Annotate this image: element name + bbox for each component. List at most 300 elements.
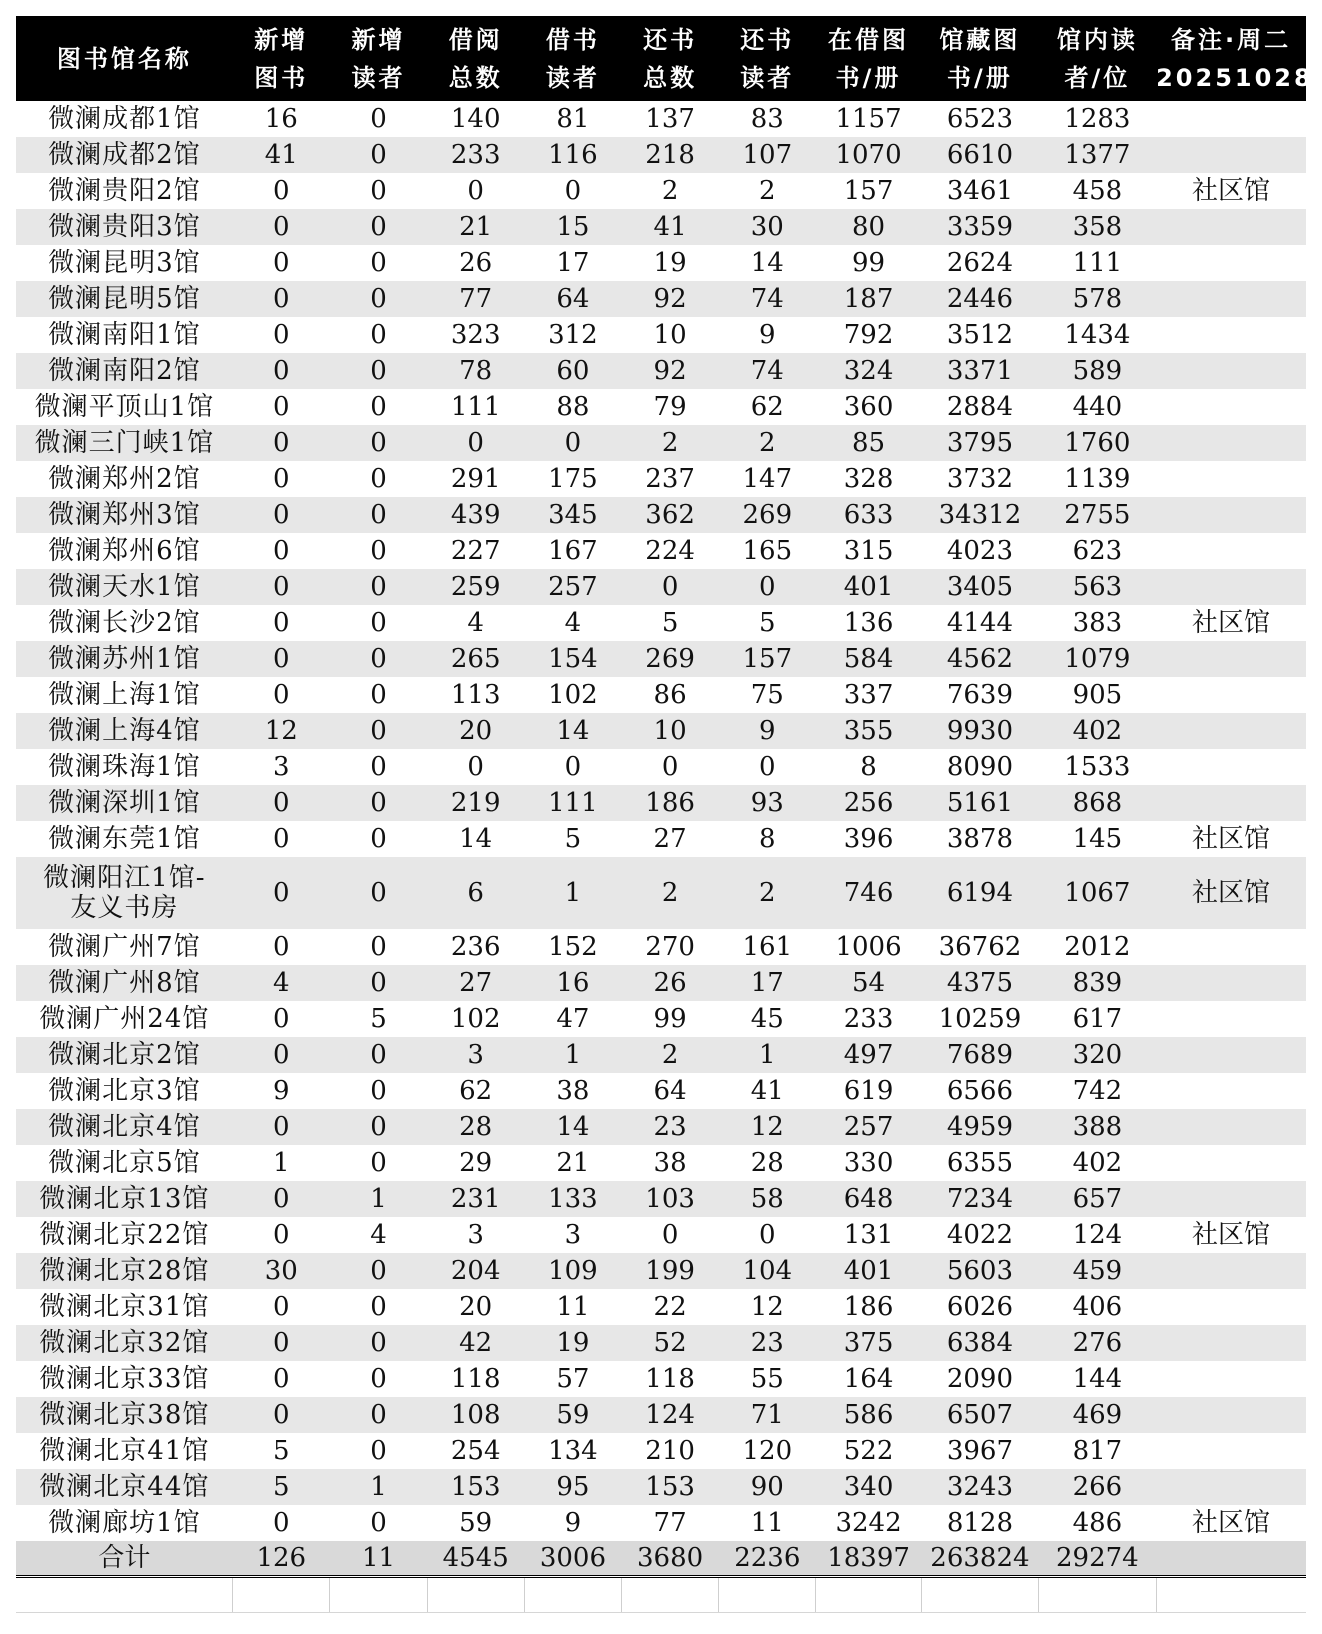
value-cell: 231 (427, 1181, 524, 1217)
value-cell: 0 (330, 965, 427, 1001)
value-cell: 406 (1072, 1292, 1123, 1322)
remark-cell (1156, 281, 1306, 317)
value-cell: 839 (1039, 965, 1156, 1001)
value-cell: 0 (330, 641, 427, 677)
value-cell: 257 (816, 1109, 921, 1145)
value-cell: 0 (330, 353, 427, 389)
value-cell: 5 (233, 1469, 330, 1505)
value-cell: 58 (719, 1181, 816, 1217)
value-cell: 116 (524, 137, 621, 173)
value-cell: 0 (273, 824, 290, 854)
value-cell: 4 (370, 1220, 387, 1250)
total-row (16, 1541, 1306, 1577)
value-cell: 9 (564, 1508, 582, 1538)
table-row (16, 677, 1306, 713)
table-row (16, 533, 1306, 569)
column-header-return-readers: 还书 读者 (719, 16, 816, 101)
value-cell: 36762 (938, 932, 1022, 962)
value-cell: 270 (645, 932, 695, 962)
library-name-cell: 微澜北京33馆 (39, 1364, 210, 1394)
value-cell: 30 (719, 209, 816, 245)
value-cell: 99 (852, 248, 886, 278)
library-name-cell: 微澜廊坊1馆 (48, 1508, 201, 1538)
empty-cell (1039, 1577, 1156, 1613)
value-cell: 86 (653, 680, 687, 710)
value-cell: 102 (548, 680, 598, 710)
value-cell: 81 (556, 104, 590, 134)
value-cell: 0 (273, 1508, 290, 1538)
library-name-cell: 微澜上海1馆 (48, 680, 201, 710)
value-cell: 0 (370, 1148, 387, 1178)
value-cell: 186 (843, 1292, 894, 1322)
value-cell: 0 (233, 353, 330, 389)
value-cell: 3359 (921, 209, 1038, 245)
value-cell: 330 (843, 1148, 894, 1178)
table-row (16, 245, 1306, 281)
remark-cell (1156, 497, 1306, 533)
value-cell: 2 (661, 176, 679, 206)
value-cell: 10259 (938, 1004, 1022, 1034)
value-cell: 2090 (946, 1364, 1014, 1394)
value-cell: 210 (645, 1436, 695, 1466)
table-row (16, 1073, 1306, 1109)
value-cell: 0 (233, 425, 330, 461)
value-cell: 0 (233, 569, 330, 605)
value-cell: 3732 (946, 464, 1014, 494)
library-name-cell: 微澜珠海1馆 (48, 752, 201, 782)
total-value-cell: 18397 (816, 1541, 921, 1577)
library-name-cell: 微澜成都2馆 (16, 137, 233, 173)
value-cell: 2446 (921, 281, 1038, 317)
value-cell: 578 (1039, 281, 1156, 317)
value-cell: 10 (622, 713, 719, 749)
value-cell: 3 (427, 1037, 524, 1073)
table-row (16, 785, 1306, 821)
value-cell: 0 (273, 176, 290, 206)
value-cell: 124 (1072, 1220, 1123, 1250)
value-cell: 0 (330, 785, 427, 821)
value-cell: 134 (548, 1436, 598, 1466)
value-cell: 90 (719, 1469, 816, 1505)
library-name-cell: 微澜北京5馆 (48, 1148, 201, 1178)
value-cell: 323 (450, 320, 501, 350)
column-header-books-on-loan: 在借图 书/册 (816, 16, 921, 101)
value-cell: 7234 (921, 1181, 1038, 1217)
remark-cell (1156, 749, 1306, 785)
value-cell: 0 (370, 824, 387, 854)
value-cell: 11 (750, 1508, 784, 1538)
value-cell: 0 (273, 932, 290, 962)
remark-cell (1156, 1145, 1306, 1181)
value-cell: 38 (653, 1148, 687, 1178)
value-cell: 118 (450, 1364, 501, 1394)
value-cell: 0 (622, 569, 719, 605)
column-header-borrow-readers: 借书 读者 (524, 16, 621, 101)
library-name-cell: 微澜贵阳3馆 (16, 209, 233, 245)
value-cell: 95 (524, 1469, 621, 1505)
table-row (16, 965, 1306, 1001)
value-cell: 12 (719, 1109, 816, 1145)
value-cell: 21 (427, 209, 524, 245)
value-cell: 868 (1039, 785, 1156, 821)
remark-cell: 社区馆 (1192, 1220, 1271, 1250)
value-cell: 6610 (921, 137, 1038, 173)
value-cell: 0 (330, 497, 427, 533)
value-cell: 0 (233, 1325, 330, 1361)
library-name-cell: 微澜昆明5馆 (16, 281, 233, 317)
value-cell: 153 (427, 1469, 524, 1505)
value-cell: 1006 (835, 932, 902, 962)
value-cell: 0 (467, 176, 484, 206)
value-cell: 3243 (921, 1469, 1038, 1505)
value-cell: 14 (459, 824, 493, 854)
value-cell: 0 (661, 1220, 679, 1250)
table-row (16, 353, 1306, 389)
value-cell: 0 (273, 320, 290, 350)
value-cell: 111 (1072, 248, 1123, 278)
value-cell: 77 (427, 281, 524, 317)
value-cell: 1079 (1039, 641, 1156, 677)
value-cell: 3795 (921, 425, 1038, 461)
value-cell: 54 (816, 965, 921, 1001)
table-row (16, 569, 1306, 605)
value-cell: 3 (564, 1220, 582, 1250)
library-name-cell: 微澜东莞1馆 (48, 824, 201, 854)
value-cell: 21 (556, 1148, 590, 1178)
value-cell: 4562 (921, 641, 1038, 677)
value-cell: 6194 (921, 857, 1038, 929)
value-cell: 5603 (921, 1253, 1038, 1289)
value-cell: 6384 (921, 1325, 1038, 1361)
value-cell: 1283 (1064, 104, 1131, 134)
column-header-collection: 馆藏图 书/册 (921, 16, 1038, 101)
value-cell: 107 (719, 137, 816, 173)
total-value-cell: 29274 (1039, 1541, 1156, 1577)
empty-row (16, 1577, 1306, 1613)
value-cell: 20 (459, 1292, 493, 1322)
value-cell: 0 (370, 248, 387, 278)
value-cell: 0 (370, 104, 387, 134)
value-cell: 52 (622, 1325, 719, 1361)
value-cell: 30 (233, 1253, 330, 1289)
value-cell: 1 (524, 857, 621, 929)
value-cell: 360 (843, 392, 894, 422)
value-cell: 0 (370, 608, 387, 638)
value-cell: 137 (645, 104, 695, 134)
value-cell: 401 (816, 569, 921, 605)
value-cell: 6566 (946, 1076, 1014, 1106)
value-cell: 0 (370, 536, 387, 566)
value-cell: 15 (524, 209, 621, 245)
library-name-cell: 微澜昆明3馆 (48, 248, 201, 278)
value-cell: 0 (273, 1292, 290, 1322)
value-cell: 77 (653, 1508, 687, 1538)
value-cell: 0 (233, 1109, 330, 1145)
value-cell: 3242 (835, 1508, 902, 1538)
value-cell: 337 (843, 680, 894, 710)
value-cell: 187 (816, 281, 921, 317)
value-cell: 0 (273, 608, 290, 638)
value-cell: 152 (548, 932, 598, 962)
library-stats-table (16, 16, 1314, 1613)
value-cell: 136 (843, 608, 894, 638)
value-cell: 0 (427, 425, 524, 461)
library-name-cell: 微澜北京31馆 (39, 1292, 210, 1322)
value-cell: 2755 (1039, 497, 1156, 533)
value-cell: 104 (719, 1253, 816, 1289)
value-cell: 3461 (946, 176, 1014, 206)
value-cell: 0 (233, 1037, 330, 1073)
value-cell: 102 (450, 1004, 501, 1034)
table-header (16, 16, 1314, 101)
value-cell: 218 (622, 137, 719, 173)
value-cell: 269 (719, 497, 816, 533)
value-cell: 257 (524, 569, 621, 605)
value-cell: 1533 (1064, 752, 1131, 782)
value-cell: 131 (843, 1220, 894, 1250)
value-cell: 28 (427, 1109, 524, 1145)
value-cell: 12 (750, 1292, 784, 1322)
value-cell: 19 (653, 248, 687, 278)
table-row (16, 173, 1306, 209)
value-cell: 1 (330, 1181, 427, 1217)
value-cell: 402 (1072, 1148, 1123, 1178)
value-cell: 905 (1072, 680, 1123, 710)
library-name-cell: 微澜广州7馆 (48, 932, 201, 962)
value-cell: 0 (233, 497, 330, 533)
value-cell: 164 (843, 1364, 894, 1394)
value-cell: 291 (450, 464, 501, 494)
value-cell: 0 (233, 1397, 330, 1433)
total-value-cell: 3006 (524, 1541, 621, 1577)
value-cell: 5 (564, 824, 582, 854)
table-row (16, 461, 1306, 497)
table-row (16, 497, 1306, 533)
table-row (16, 1037, 1306, 1073)
value-cell: 265 (427, 641, 524, 677)
value-cell: 0 (330, 713, 427, 749)
value-cell: 440 (1072, 392, 1123, 422)
empty-cell (427, 1577, 524, 1613)
value-cell: 0 (564, 752, 582, 782)
value-cell: 0 (273, 1364, 290, 1394)
table-row (16, 1397, 1306, 1433)
remark-cell (1156, 461, 1306, 497)
value-cell: 4959 (921, 1109, 1038, 1145)
value-cell: 93 (719, 785, 816, 821)
value-cell: 0 (330, 1253, 427, 1289)
value-cell: 1139 (1064, 464, 1131, 494)
value-cell: 586 (816, 1397, 921, 1433)
column-header-borrow-total: 借阅 总数 (427, 16, 524, 101)
value-cell: 109 (524, 1253, 621, 1289)
value-cell: 0 (273, 1004, 290, 1034)
table-row (16, 1433, 1306, 1469)
value-cell: 0 (370, 752, 387, 782)
value-cell: 340 (816, 1469, 921, 1505)
value-cell: 92 (622, 353, 719, 389)
total-value-cell: 126 (233, 1541, 330, 1577)
empty-cell (16, 1577, 233, 1613)
value-cell: 233 (427, 137, 524, 173)
value-cell: 17 (719, 965, 816, 1001)
value-cell: 5 (273, 1436, 290, 1466)
remark-cell (1156, 389, 1306, 425)
value-cell: 71 (719, 1397, 816, 1433)
remark-cell (1156, 533, 1306, 569)
value-cell: 42 (427, 1325, 524, 1361)
library-name-cell: 微澜北京3馆 (48, 1076, 201, 1106)
value-cell: 6026 (946, 1292, 1014, 1322)
value-cell: 165 (742, 536, 793, 566)
value-cell: 0 (759, 752, 776, 782)
value-cell: 3 (467, 1220, 484, 1250)
value-cell: 103 (622, 1181, 719, 1217)
value-cell: 108 (427, 1397, 524, 1433)
value-cell: 8090 (946, 752, 1014, 782)
table-row (16, 1325, 1306, 1361)
column-header-new-readers: 新增 读者 (330, 16, 427, 101)
value-cell: 57 (556, 1364, 590, 1394)
value-cell: 396 (843, 824, 894, 854)
empty-cell (921, 1577, 1038, 1613)
value-cell: 175 (548, 464, 598, 494)
table-row (16, 605, 1306, 641)
library-name-cell: 微澜南阳1馆 (48, 320, 201, 350)
library-name-cell: 微澜北京32馆 (16, 1325, 233, 1361)
value-cell: 9 (273, 1076, 290, 1106)
table-row (16, 1361, 1306, 1397)
value-cell: 0 (273, 248, 290, 278)
total-label: 合计 (16, 1541, 233, 1577)
value-cell: 362 (622, 497, 719, 533)
empty-cell (622, 1577, 719, 1613)
library-name-cell: 微澜北京41馆 (39, 1436, 210, 1466)
table-row (16, 1469, 1306, 1505)
value-cell: 5161 (921, 785, 1038, 821)
value-cell: 20 (427, 713, 524, 749)
value-cell: 619 (843, 1076, 894, 1106)
value-cell: 1 (273, 1148, 290, 1178)
table-row (16, 1505, 1306, 1541)
value-cell: 0 (273, 680, 290, 710)
value-cell: 28 (750, 1148, 784, 1178)
value-cell: 219 (427, 785, 524, 821)
value-cell: 0 (370, 1508, 387, 1538)
value-cell: 23 (719, 1325, 816, 1361)
value-cell: 4022 (946, 1220, 1014, 1250)
value-cell: 383 (1072, 608, 1123, 638)
table-row (16, 749, 1306, 785)
remark-cell (1156, 677, 1306, 713)
library-name-cell: 微澜北京38馆 (16, 1397, 233, 1433)
value-cell: 1 (719, 1037, 816, 1073)
value-cell: 522 (843, 1436, 894, 1466)
value-cell: 62 (459, 1076, 493, 1106)
value-cell: 161 (742, 932, 793, 962)
value-cell: 2884 (946, 392, 1014, 422)
value-cell: 4 (467, 608, 484, 638)
value-cell: 3967 (946, 1436, 1014, 1466)
value-cell: 10 (653, 320, 687, 350)
value-cell: 120 (742, 1436, 793, 1466)
value-cell: 0 (273, 536, 290, 566)
value-cell: 111 (524, 785, 621, 821)
remark-cell (1156, 425, 1306, 461)
value-cell: 6355 (946, 1148, 1014, 1178)
table-row (16, 1145, 1306, 1181)
value-cell: 0 (370, 1076, 387, 1106)
table-row (16, 857, 1306, 929)
value-cell: 204 (427, 1253, 524, 1289)
value-cell: 459 (1039, 1253, 1156, 1289)
remark-cell (1156, 353, 1306, 389)
value-cell: 38 (556, 1076, 590, 1106)
value-cell: 99 (653, 1004, 687, 1034)
value-cell: 2624 (946, 248, 1014, 278)
value-cell: 3371 (921, 353, 1038, 389)
remark-cell: 社区馆 (1192, 1508, 1271, 1538)
value-cell: 111 (450, 392, 501, 422)
library-name-cell: 微澜深圳1馆 (16, 785, 233, 821)
value-cell: 227 (450, 536, 501, 566)
remark-cell (1156, 1469, 1306, 1505)
table-row (16, 1109, 1306, 1145)
value-cell: 224 (645, 536, 695, 566)
value-cell: 746 (816, 857, 921, 929)
value-cell: 8 (860, 752, 877, 782)
value-cell: 45 (750, 1004, 784, 1034)
value-cell: 26 (622, 965, 719, 1001)
remark-cell (1156, 1073, 1306, 1109)
remark-cell (1156, 1037, 1306, 1073)
table-row (16, 929, 1306, 965)
value-cell: 2 (759, 176, 776, 206)
column-header-new-books: 新增 图书 (233, 16, 330, 101)
library-name-cell: 微澜北京4馆 (16, 1109, 233, 1145)
value-cell: 439 (427, 497, 524, 533)
total-value-cell (1156, 1541, 1306, 1577)
header-row (16, 16, 1306, 101)
remark-cell: 社区馆 (1192, 824, 1271, 854)
remark-cell (1156, 209, 1306, 245)
value-cell: 0 (370, 320, 387, 350)
value-cell: 167 (548, 536, 598, 566)
value-cell: 623 (1072, 536, 1123, 566)
total-value-cell: 3680 (622, 1541, 719, 1577)
table-row (16, 1289, 1306, 1325)
value-cell: 0 (759, 1220, 776, 1250)
remark-cell: 社区馆 (1156, 857, 1306, 929)
value-cell: 4023 (946, 536, 1014, 566)
library-name-cell: 微澜平顶山1馆 (34, 392, 215, 422)
value-cell: 144 (1072, 1364, 1123, 1394)
value-cell: 14 (750, 248, 784, 278)
value-cell: 0 (233, 641, 330, 677)
value-cell: 4144 (946, 608, 1014, 638)
value-cell: 64 (653, 1076, 687, 1106)
value-cell: 0 (564, 176, 582, 206)
value-cell: 113 (450, 680, 501, 710)
value-cell: 320 (1039, 1037, 1156, 1073)
value-cell: 2 (719, 857, 816, 929)
library-name-cell: 微澜上海4馆 (16, 713, 233, 749)
remark-cell (1156, 137, 1306, 173)
value-cell: 315 (843, 536, 894, 566)
value-cell: 9 (719, 713, 816, 749)
library-name-cell: 微澜苏州1馆 (16, 641, 233, 677)
remark-cell (1156, 1325, 1306, 1361)
